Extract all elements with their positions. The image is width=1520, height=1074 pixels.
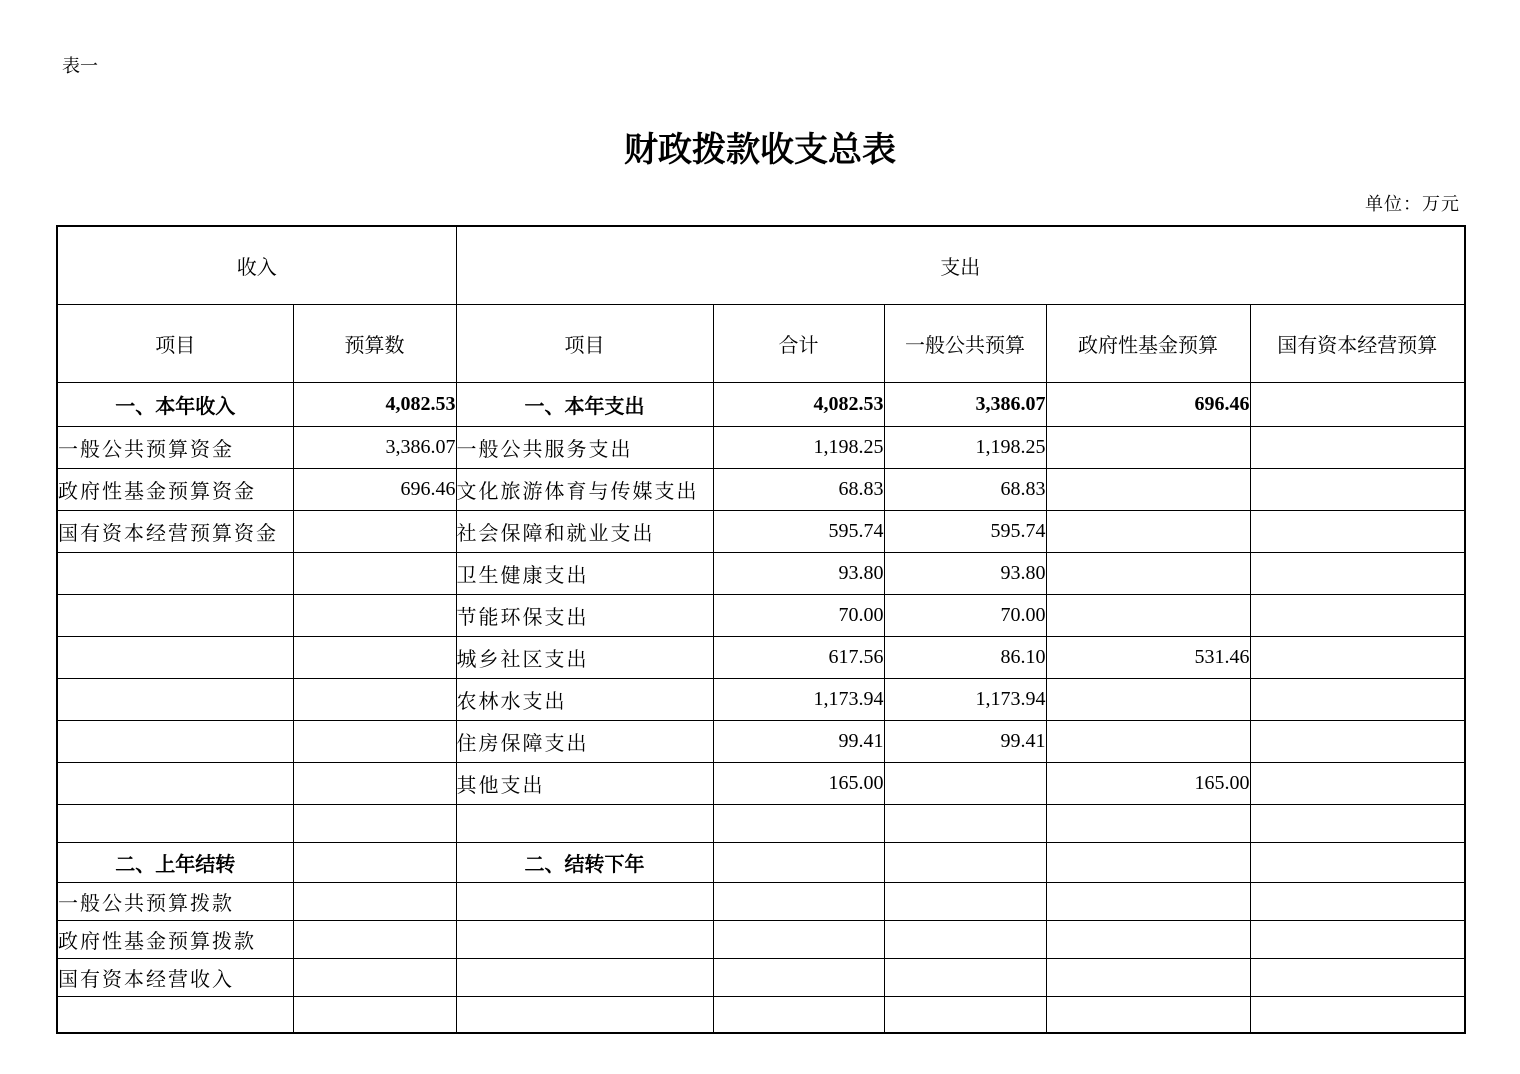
income-value-cell bbox=[293, 804, 456, 842]
table-cell bbox=[293, 920, 456, 958]
general-budget-cell: 1,198.25 bbox=[884, 426, 1046, 468]
capital-budget-cell bbox=[1250, 762, 1465, 804]
expense-header: 支出 bbox=[456, 226, 1465, 304]
table-cell bbox=[884, 882, 1046, 920]
income-item-cell bbox=[57, 552, 293, 594]
fund-budget-cell bbox=[1046, 426, 1250, 468]
table-cell bbox=[713, 842, 884, 882]
table-cell bbox=[1250, 996, 1465, 1033]
table-cell bbox=[1250, 958, 1465, 996]
expense-item-cell: 文化旅游体育与传媒支出 bbox=[456, 468, 713, 510]
general-budget-cell: 99.41 bbox=[884, 720, 1046, 762]
capital-budget-cell bbox=[1250, 552, 1465, 594]
table-row bbox=[57, 552, 1465, 594]
col-income-budget: 预算数 bbox=[293, 304, 456, 382]
table-cell bbox=[1250, 842, 1465, 882]
capital-budget-cell bbox=[1250, 468, 1465, 510]
table-cell bbox=[1046, 920, 1250, 958]
fund-budget-cell: 531.46 bbox=[1046, 636, 1250, 678]
table-cell bbox=[1250, 920, 1465, 958]
expense-item-cell: 农林水支出 bbox=[456, 678, 713, 720]
table-cell bbox=[1046, 958, 1250, 996]
table-cell bbox=[456, 958, 713, 996]
table-cell bbox=[1046, 842, 1250, 882]
col-fund-budget: 政府性基金预算 bbox=[1046, 304, 1250, 382]
income-item-cell bbox=[57, 804, 293, 842]
table-row bbox=[57, 920, 1465, 958]
capital-budget-cell bbox=[1250, 678, 1465, 720]
table-row bbox=[57, 882, 1465, 920]
table-cell bbox=[713, 920, 884, 958]
table-cell bbox=[293, 958, 456, 996]
income-item-cell: 一般公共预算资金 bbox=[57, 426, 293, 468]
carryover-income-item-cell bbox=[57, 996, 293, 1033]
table-row bbox=[57, 720, 1465, 762]
table-cell bbox=[456, 882, 713, 920]
col-total: 合计 bbox=[713, 304, 884, 382]
table-row bbox=[57, 678, 1465, 720]
col-general-budget: 一般公共预算 bbox=[884, 304, 1046, 382]
income-value-cell bbox=[293, 510, 456, 552]
general-budget-cell: 93.80 bbox=[884, 552, 1046, 594]
carryover-income-item-cell: 一般公共预算拨款 bbox=[57, 882, 293, 920]
fund-budget-cell bbox=[1046, 804, 1250, 842]
income-item-cell bbox=[57, 636, 293, 678]
carryover-income-label: 二、上年结转 bbox=[57, 842, 293, 882]
capital-budget-cell bbox=[1250, 804, 1465, 842]
expense-section-fund: 696.46 bbox=[1046, 382, 1250, 426]
income-item-cell bbox=[57, 720, 293, 762]
carryover-expense-label: 二、结转下年 bbox=[456, 842, 713, 882]
general-budget-cell bbox=[884, 804, 1046, 842]
total-cell: 93.80 bbox=[713, 552, 884, 594]
fund-budget-cell bbox=[1046, 468, 1250, 510]
page-title: 财政拨款收支总表 bbox=[624, 130, 896, 170]
income-value-cell bbox=[293, 720, 456, 762]
table-header-row bbox=[57, 226, 1465, 304]
table-row bbox=[57, 468, 1465, 510]
table-number-label: 表一 bbox=[62, 56, 98, 77]
general-budget-cell: 70.00 bbox=[884, 594, 1046, 636]
table-cell bbox=[884, 958, 1046, 996]
expense-item-cell bbox=[456, 804, 713, 842]
income-section-label: 一、本年收入 bbox=[57, 382, 293, 426]
total-cell: 595.74 bbox=[713, 510, 884, 552]
table-cell bbox=[1046, 882, 1250, 920]
income-value-cell: 696.46 bbox=[293, 468, 456, 510]
table-row bbox=[57, 958, 1465, 996]
table-cell bbox=[713, 882, 884, 920]
table-row bbox=[57, 426, 1465, 468]
expense-item-cell: 社会保障和就业支出 bbox=[456, 510, 713, 552]
table-cell bbox=[456, 920, 713, 958]
expense-item-cell: 城乡社区支出 bbox=[456, 636, 713, 678]
expense-section-total: 4,082.53 bbox=[713, 382, 884, 426]
income-item-cell bbox=[57, 762, 293, 804]
income-value-cell bbox=[293, 636, 456, 678]
total-cell: 1,173.94 bbox=[713, 678, 884, 720]
income-item-cell: 政府性基金预算资金 bbox=[57, 468, 293, 510]
expense-section-label: 一、本年支出 bbox=[456, 382, 713, 426]
expense-section-general: 3,386.07 bbox=[884, 382, 1046, 426]
general-budget-cell: 1,173.94 bbox=[884, 678, 1046, 720]
table-cell bbox=[884, 920, 1046, 958]
fund-budget-cell bbox=[1046, 594, 1250, 636]
table-cell bbox=[293, 882, 456, 920]
total-cell: 70.00 bbox=[713, 594, 884, 636]
income-section-value: 4,082.53 bbox=[293, 382, 456, 426]
table-cell bbox=[713, 958, 884, 996]
table-cell bbox=[884, 996, 1046, 1033]
table-row bbox=[57, 762, 1465, 804]
income-item-cell: 国有资本经营预算资金 bbox=[57, 510, 293, 552]
table-row bbox=[57, 804, 1465, 842]
expense-section-capital bbox=[1250, 382, 1465, 426]
expense-item-cell: 一般公共服务支出 bbox=[456, 426, 713, 468]
capital-budget-cell bbox=[1250, 426, 1465, 468]
fund-budget-cell bbox=[1046, 552, 1250, 594]
income-header: 收入 bbox=[57, 226, 456, 304]
unit-label: 单位：万元 bbox=[1365, 194, 1460, 215]
table-row bbox=[57, 636, 1465, 678]
table-cell bbox=[1250, 882, 1465, 920]
income-item-cell bbox=[57, 594, 293, 636]
total-cell: 165.00 bbox=[713, 762, 884, 804]
col-capital-budget: 国有资本经营预算 bbox=[1250, 304, 1465, 382]
income-value-cell bbox=[293, 594, 456, 636]
income-value-cell bbox=[293, 552, 456, 594]
expense-item-cell: 其他支出 bbox=[456, 762, 713, 804]
expense-item-cell: 住房保障支出 bbox=[456, 720, 713, 762]
section-row-current-year bbox=[57, 382, 1465, 426]
section-row-carryover bbox=[57, 842, 1465, 882]
carryover-income-item-cell: 政府性基金预算拨款 bbox=[57, 920, 293, 958]
income-value-cell: 3,386.07 bbox=[293, 426, 456, 468]
fund-budget-cell bbox=[1046, 720, 1250, 762]
table-cell bbox=[884, 842, 1046, 882]
fund-budget-cell bbox=[1046, 510, 1250, 552]
expense-item-cell: 卫生健康支出 bbox=[456, 552, 713, 594]
table-cell bbox=[1046, 996, 1250, 1033]
capital-budget-cell bbox=[1250, 510, 1465, 552]
total-cell: 68.83 bbox=[713, 468, 884, 510]
general-budget-cell: 68.83 bbox=[884, 468, 1046, 510]
general-budget-cell: 86.10 bbox=[884, 636, 1046, 678]
table-row bbox=[57, 996, 1465, 1033]
income-value-cell bbox=[293, 678, 456, 720]
total-cell: 99.41 bbox=[713, 720, 884, 762]
fund-budget-cell bbox=[1046, 678, 1250, 720]
capital-budget-cell bbox=[1250, 636, 1465, 678]
table-cell bbox=[293, 996, 456, 1033]
total-cell: 1,198.25 bbox=[713, 426, 884, 468]
table-row bbox=[57, 594, 1465, 636]
column-header-row bbox=[57, 304, 1465, 382]
general-budget-cell: 595.74 bbox=[884, 510, 1046, 552]
table-cell bbox=[293, 842, 456, 882]
col-expense-item: 项目 bbox=[456, 304, 713, 382]
table-cell bbox=[713, 996, 884, 1033]
total-cell: 617.56 bbox=[713, 636, 884, 678]
capital-budget-cell bbox=[1250, 720, 1465, 762]
carryover-income-item-cell: 国有资本经营收入 bbox=[57, 958, 293, 996]
income-item-cell bbox=[57, 678, 293, 720]
expense-item-cell: 节能环保支出 bbox=[456, 594, 713, 636]
table-cell bbox=[456, 996, 713, 1033]
general-budget-cell bbox=[884, 762, 1046, 804]
income-value-cell bbox=[293, 762, 456, 804]
fund-budget-cell: 165.00 bbox=[1046, 762, 1250, 804]
col-income-item: 项目 bbox=[57, 304, 293, 382]
capital-budget-cell bbox=[1250, 594, 1465, 636]
budget-summary-table bbox=[56, 225, 1466, 1034]
table-row bbox=[57, 510, 1465, 552]
total-cell bbox=[713, 804, 884, 842]
